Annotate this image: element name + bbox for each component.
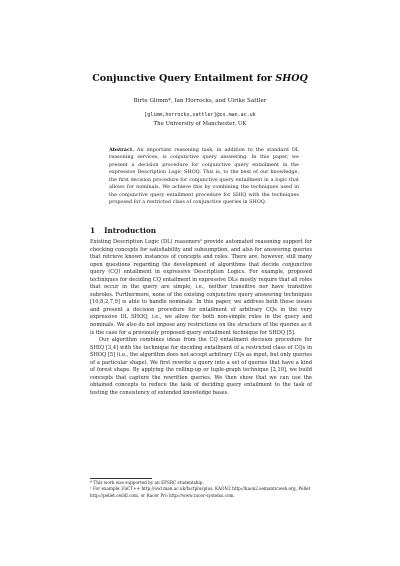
authors: Birte Glimm*, Ian Horrocks, and Ulrike Sattler <box>133 98 267 104</box>
section-number: 1 <box>90 226 96 235</box>
footnote-rule <box>90 478 152 479</box>
section-title: Introduction <box>104 226 157 235</box>
abstract <box>109 147 299 207</box>
section-body <box>90 239 312 397</box>
author-email: [glimm,horrocks,sattler]@cs.man.ac.uk <box>144 112 256 118</box>
paragraph: Our algorithm combines ideas from the CQ entailment decision procedure for SHIQ [3,4] with the technique for deciding entailment of a restricted class of CQs in SHOQ [5] (i.e., the algorithm does not accept arbitrary CQs as input, but only queries of a particular shape). We first rewrite a query into a set of queries that have a kind of forest shape. By applying the rolling-up or tuple-graph technique [2,10], we build concepts that capture the rewritten queries. We then show that we can use the obtained concepts to reduce the task of deciding query entailment to the task of testing the consistency of extended knowledge bases. <box>90 337 312 396</box>
footnotes <box>90 480 312 499</box>
title-logic: SHOQ <box>275 73 308 84</box>
title-prefix: Conjunctive Query Entailment for <box>92 73 276 84</box>
abstract-label: Abstract. <box>109 147 134 153</box>
section-heading <box>90 226 165 235</box>
footnote-1: ¹ For example, FaCT++ http://owl.man.ac.uk/factplusplus, KAON2 http://kaon2.semanticweb.org, Pellet http://pellet.owldl.com, or Racer Pro http://www.racer-systems.com. <box>90 486 311 498</box>
affiliation: The University of Manchester, UK <box>153 121 247 127</box>
paragraph: Existing Description Logic (DL) reasoners¹ provide automated reasoning support for checking concepts for satisfiability and subsumption, and also for answering queries that retrieve known instances of concepts and roles. There are, however, still many open questions regarding the development of algorithms that decide conjunctive query (CQ) entailment in expressive Description Logics. For example, proposed techniques for deciding CQ entailment in expressive DLs mostly require that all roles that occur in the query are simple, i.e., neither transitive nor have transitive subroles. Furthermore, none of the existing conjunctive query answering techniques [10,8,2,7,9] is able to handle nominals. In this paper, we address both these issues and present a decision procedure for entailment of arbitrary CQs in the very expressive DL SHOQ, i.e., we allow for both non-simple roles in the query and nominals. We also do not impose any restrictions on the structure of the queries as it is the case for a previously proposed query entailment technique for SHOQ [5]. <box>90 239 312 336</box>
footnote-star: * This work was supported by an EPSRC studentship. <box>90 480 204 485</box>
abstract-text: An important reasoning task, in addition to the standard DL reasoning services, is conjunctive query answering. In this paper, we present a decision procedure for conjunctive query entailment in the expressive Description Logic SHOQ. This is, to the best of our knowledge, the first decision procedure for conjunctive query entailment in a logic that allows for nominals. We achieve this by combining the techniques used in the conjunctive query entailment procedure for SHIQ with the techniques proposed for a restricted class of conjunctive queries in SHOQ. <box>109 147 299 206</box>
paper-title <box>0 73 400 84</box>
